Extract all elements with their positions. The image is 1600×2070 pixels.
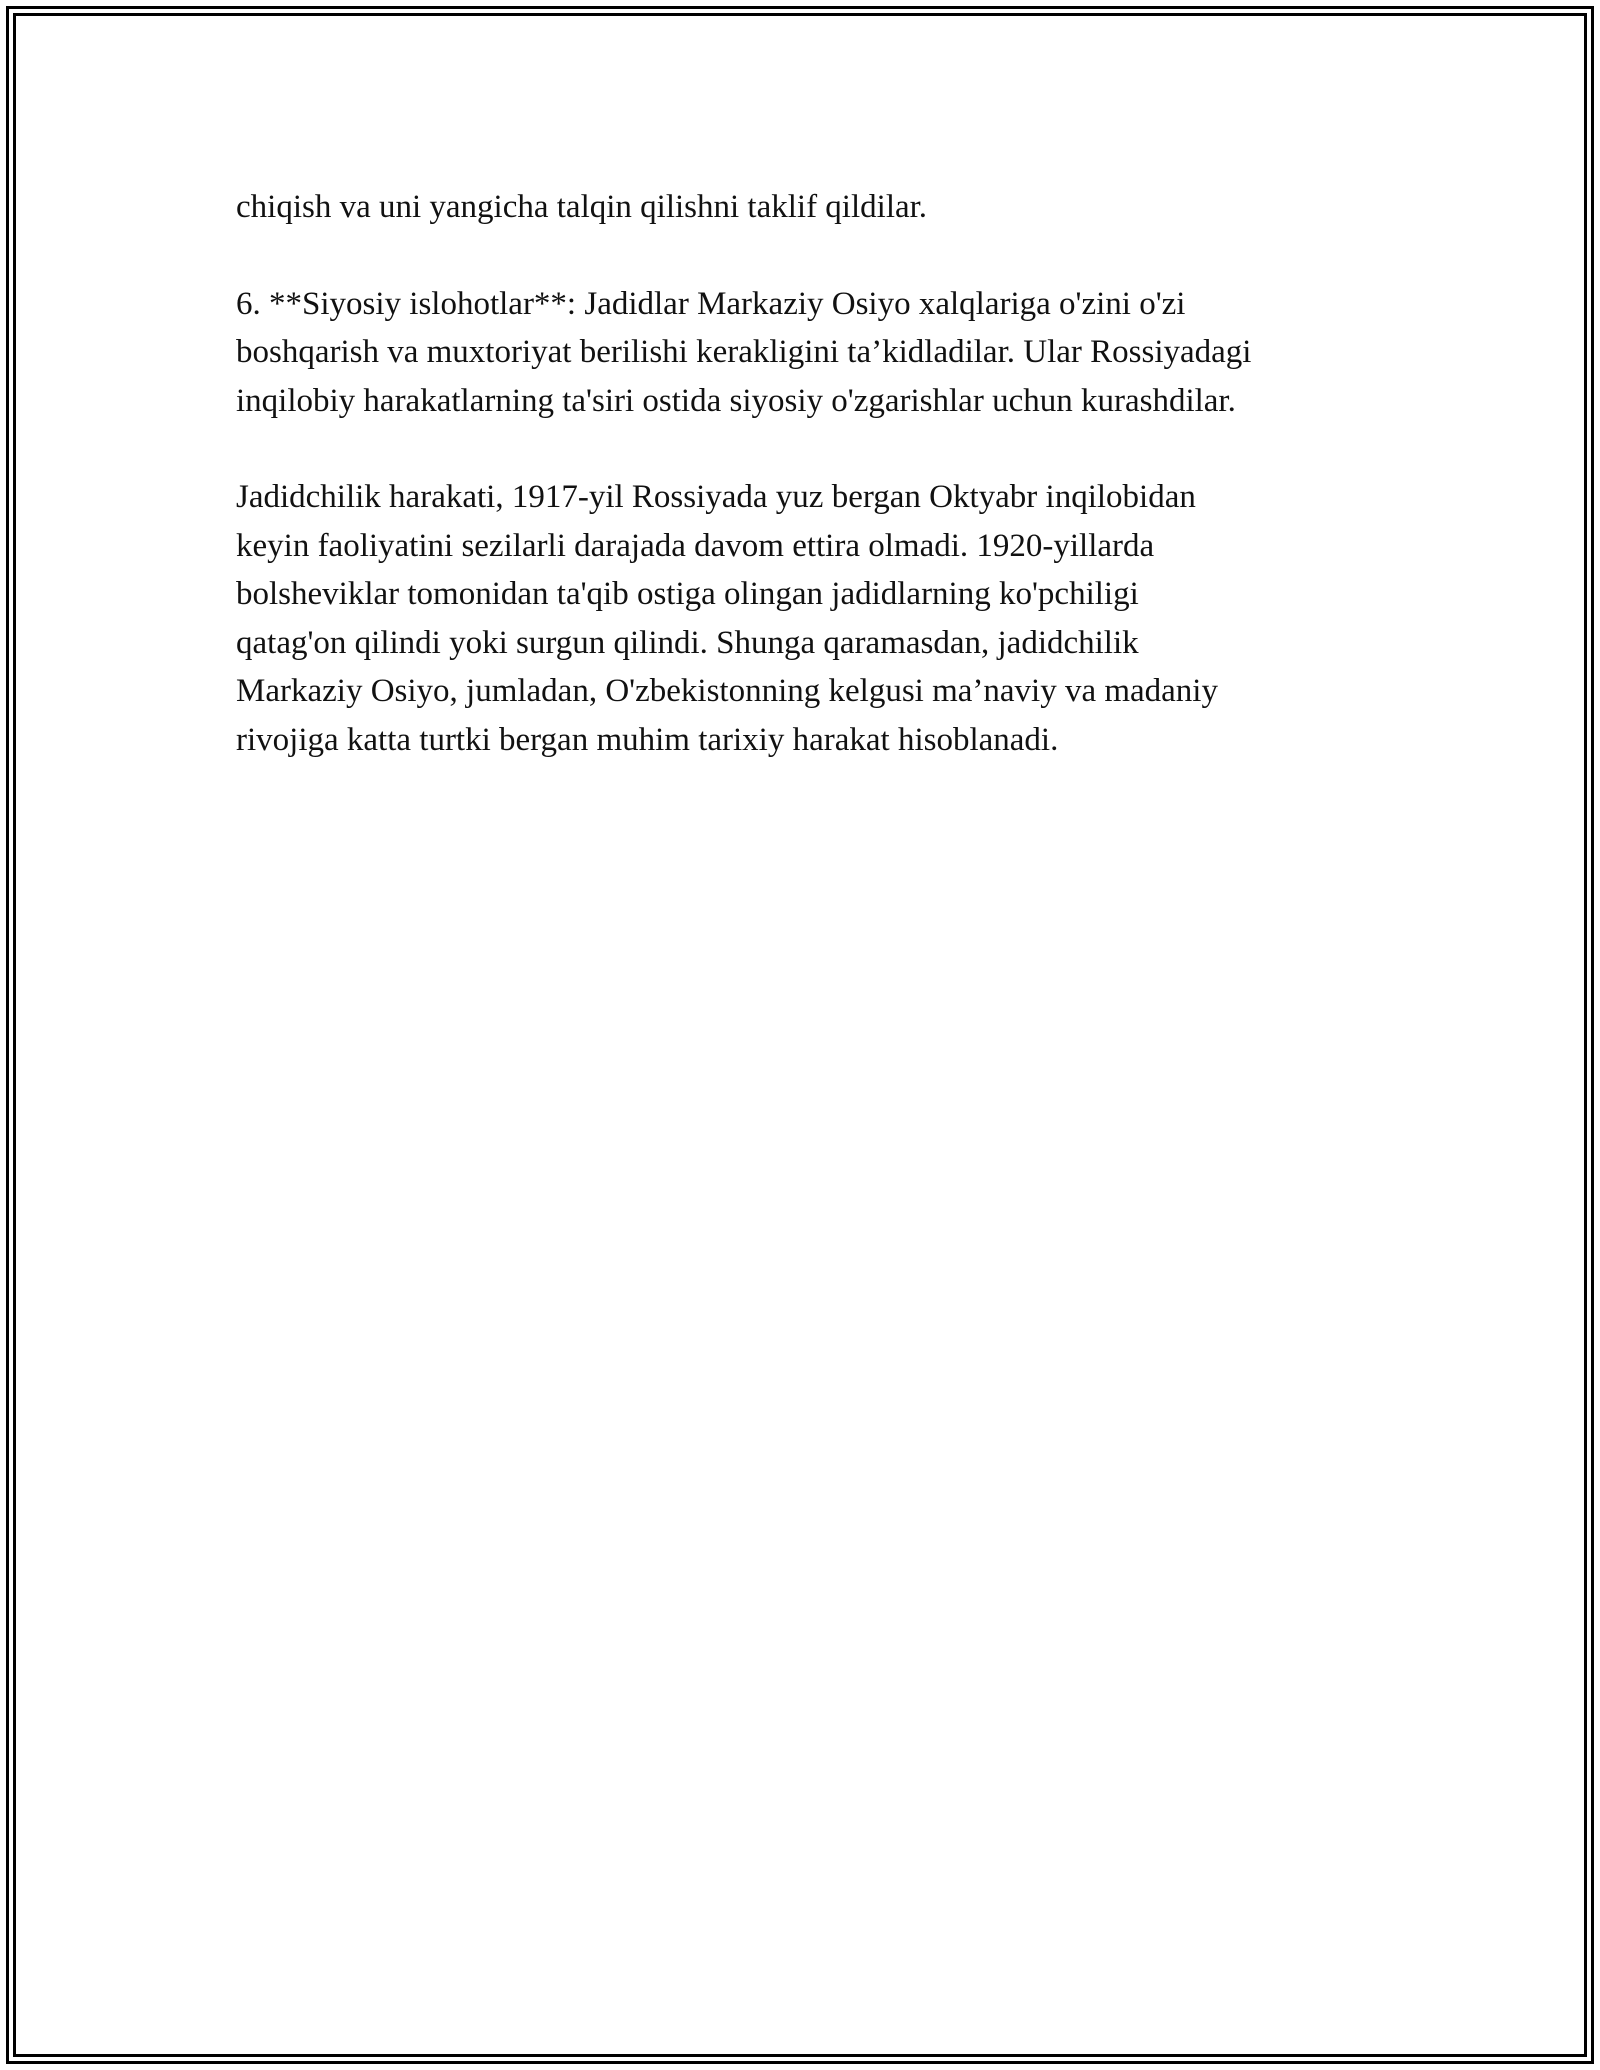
text-line: 6. **Siyosiy islohotlar**: Jadidlar Markaziy Osiyo xalqlariga o'zini o'zi [236,285,1186,322]
text-line: Markaziy Osiyo, jumladan, O'zbekistonning kelgusi ma’naviy va madaniy [236,673,1218,709]
paragraph-jadidism-conclusion [236,473,1386,764]
text-line: chiqish va uni yangicha talqin qilishni taklif qildilar. [236,189,928,225]
text-line: rivojiga katta turtki bergan muhim tarixiy harakat hisoblanadi. [236,721,1059,758]
text-line: inqilobiy harakatlarning ta'siri ostida siyosiy o'zgarishlar uchun kurashdilar. [236,382,1236,419]
document-body [236,183,1386,812]
paragraph-political-reforms [236,280,1386,426]
text-line: boshqarish va muxtoriyat berilishi kerakligini ta’kidladilar. Ular Rossiyadagi [236,334,1252,370]
text-line: Jadidchilik harakati, 1917-yil Rossiyada yuz bergan Oktyabr inqilobidan [236,479,1196,515]
text-line: keyin faoliyatini sezilarli darajada davom ettira olmadi. 1920-yillarda [236,527,1155,564]
text-line: bolsheviklar tomonidan ta'qib ostiga olingan jadidlarning ko'pchiligi [236,576,1139,612]
text-line: qatag'on qilindi yoki surgun qilindi. Shunga qaramasdan, jadidchilik [236,624,1139,661]
paragraph-continuation [236,183,1386,232]
